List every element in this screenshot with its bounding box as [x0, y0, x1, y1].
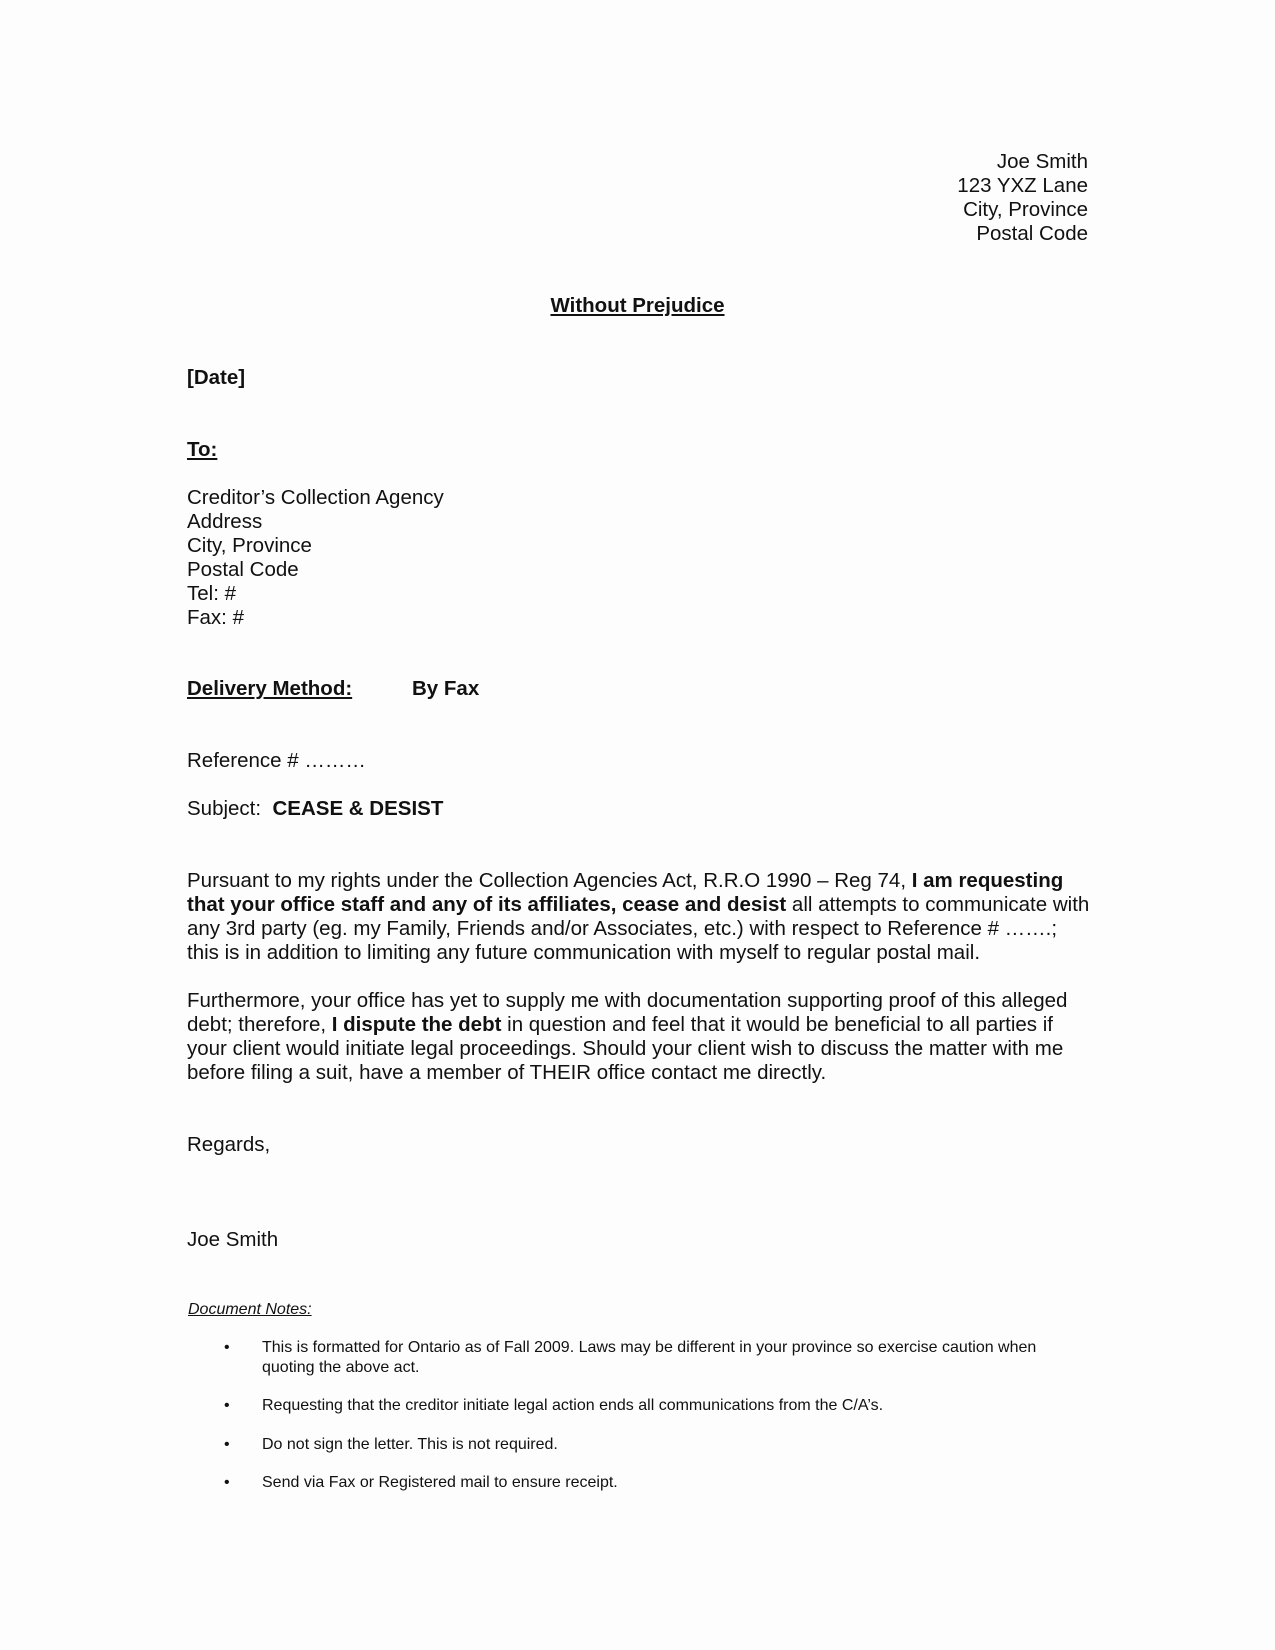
recipient-city: City, Province — [187, 534, 312, 557]
document-notes-title: Document Notes: — [188, 1301, 312, 1318]
body-paragraph-2 — [187, 989, 1092, 1085]
sender-address — [668, 150, 1088, 246]
delivery-method — [187, 677, 1087, 701]
bullet-icon: • — [224, 1435, 230, 1453]
reference-line: Reference # ……… — [187, 749, 366, 772]
paragraph-2-text-a: Furthermore, your office has yet to supply me with documentation supporting proof of this alleged debt; therefore, — [187, 989, 1068, 1036]
recipient-street: Address — [187, 510, 263, 533]
letter-date: [Date] — [187, 366, 246, 389]
subject-label: Subject: — [187, 797, 262, 820]
recipient-name: Creditor’s Collection Agency — [187, 486, 444, 509]
subject-line — [187, 797, 1087, 821]
note-item — [188, 1435, 1088, 1455]
recipient-tel: Tel: # — [187, 582, 236, 605]
document-notes-list — [188, 1338, 1088, 1512]
paragraph-2-text-b: in question and feel that it would be beneficial to all parties if your client would initiate legal proceedings. Should your client wish to discuss the matter with me before filing a suit, have a member of THEIR office contact me directly. — [187, 1013, 1064, 1084]
delivery-value: By Fax — [412, 677, 480, 700]
recipient-fax: Fax: # — [187, 606, 244, 629]
letter-heading: Without Prejudice — [550, 294, 725, 317]
sender-name: Joe Smith — [996, 150, 1088, 173]
paragraph-2-bold: I dispute the debt — [331, 1013, 502, 1036]
bullet-icon: • — [224, 1339, 230, 1356]
closing: Regards, — [187, 1133, 271, 1156]
sender-city: City, Province — [963, 198, 1088, 221]
to-label: To: — [187, 438, 218, 461]
subject-value: CEASE & DESIST — [272, 797, 444, 820]
paragraph-1-text-b: all attempts to communicate with any 3rd party (eg. my Family, Friends and/or Associates, etc.) with respect to Reference # …….; this is in addition to limiting any future communication with myself to regular postal mail. — [187, 893, 1090, 964]
sender-postal: Postal Code — [976, 222, 1088, 245]
recipient-address — [187, 486, 1087, 630]
body-paragraph-1 — [187, 869, 1092, 965]
bullet-icon: • — [224, 1397, 230, 1414]
paragraph-1-text-a: Pursuant to my rights under the Collection Agencies Act, R.R.O 1990 – Reg 74, — [187, 869, 912, 892]
note-item — [188, 1396, 1088, 1416]
note-text: This is formatted for Ontario as of Fall 2009. Laws may be different in your province so exercise caution when quoting the above act. — [262, 1339, 1037, 1376]
bullet-icon: • — [224, 1474, 230, 1491]
signature-name: Joe Smith — [187, 1228, 279, 1251]
paragraph-1-bold: I am requesting that your office staff and any of its affiliates, cease and desist — [187, 869, 1064, 916]
sender-street: 123 YXZ Lane — [957, 174, 1088, 197]
recipient-postal: Postal Code — [187, 558, 299, 581]
note-item — [188, 1473, 1088, 1493]
delivery-label: Delivery Method: — [187, 677, 353, 700]
note-text: Send via Fax or Registered mail to ensure receipt. — [262, 1474, 618, 1491]
note-text: Requesting that the creditor initiate legal action ends all communications from the C/A’s. — [262, 1397, 884, 1414]
note-text: Do not sign the letter. This is not required. — [262, 1435, 558, 1453]
note-item — [188, 1338, 1088, 1377]
